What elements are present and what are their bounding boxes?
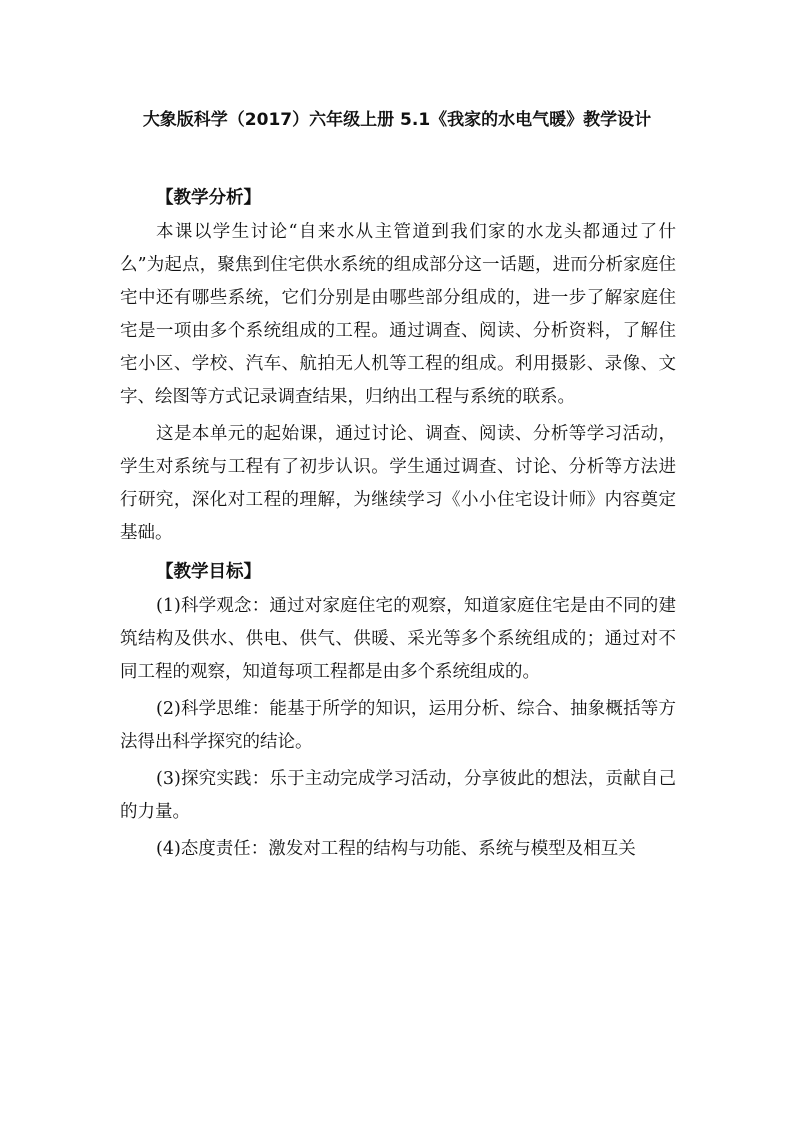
section-heading: 【教学分析】	[156, 188, 261, 208]
section-heading: 【教学目标】	[156, 562, 261, 582]
paragraph: (4)态度责任：激发对工程的结构与功能、系统与模型及相互关	[156, 839, 636, 859]
section-teaching-analysis	[120, 180, 676, 550]
paragraph: (2)科学思维：能基于所学的知识，运用分析、综合、抽象概括等方法得出科学探究的结论。	[120, 699, 676, 752]
document-title: 大象版科学（2017）六年级上册 5.1《我家的水电气暖》教学设计	[142, 110, 652, 130]
section-teaching-goals	[120, 554, 676, 866]
paragraph: 本课以学生讨论“自来水从主管道到我们家的水龙头都通过了什么”为起点，聚焦到住宅供水系统的组成部分这一话题，进而分析家庭住宅中还有哪些系统，它们分别是由哪些部分组成的，进一步了解家庭住宅是一项由多个系统组成的工程。通过调查、阅读、分析资料，了解住宅小区、学校、汽车、航拍无人机等工程的组成。利用摄影、录像、文字、绘图等方式记录调查结果，归纳出工程与系统的联系。	[120, 222, 676, 407]
paragraph: (1)科学观念：通过对家庭住宅的观察，知道家庭住宅是由不同的建筑结构及供水、供电、供气、供暖、采光等多个系统组成的；通过对不同工程的观察，知道每项工程都是由多个系统组成的。	[120, 596, 676, 682]
document-body	[120, 180, 676, 870]
paragraph: 这是本单元的起始课，通过讨论、调查、阅读、分析等学习活动，学生对系统与工程有了初步认识。学生通过调查、讨论、分析等方法进行研究，深化对工程的理解，为继续学习《小小住宅设计师》内容奠定基础。	[120, 424, 676, 543]
paragraph: (3)探究实践：乐于主动完成学习活动，分享彼此的想法，贡献自己的力量。	[120, 769, 676, 822]
